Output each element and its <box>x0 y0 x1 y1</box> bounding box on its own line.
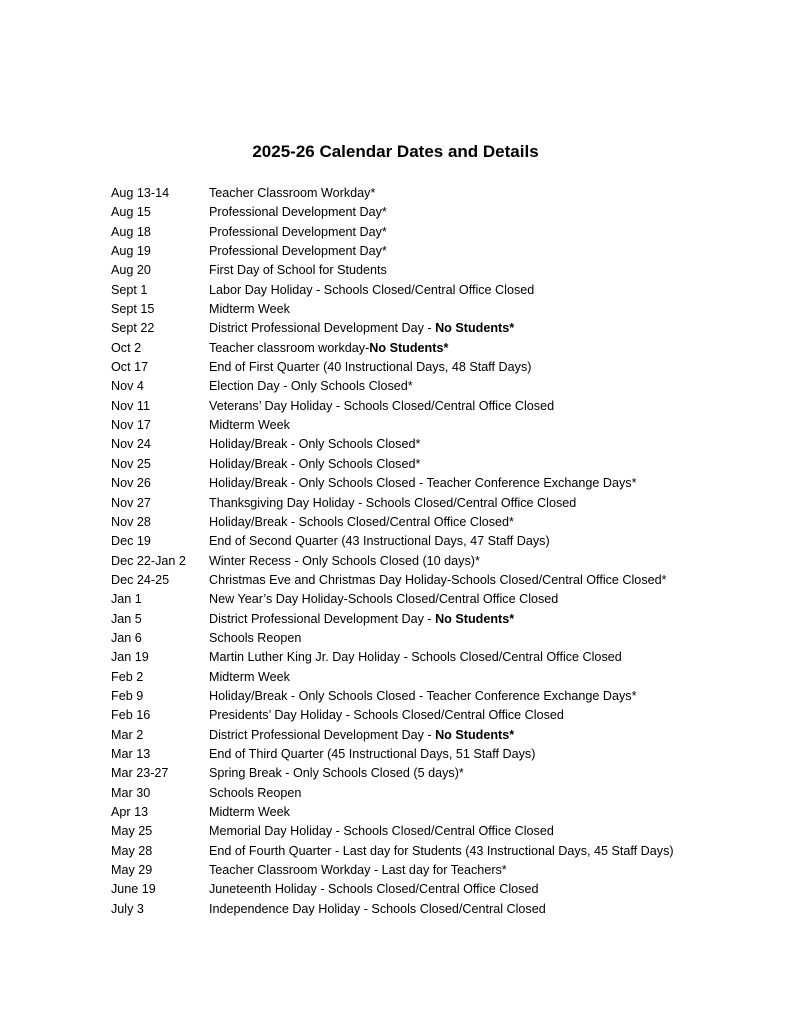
entry-description <box>209 435 420 454</box>
entry-description <box>209 474 636 493</box>
entry-description <box>209 745 535 764</box>
entry-description <box>209 532 550 551</box>
entry-date: Mar 23-27 <box>111 766 169 781</box>
entry-date: Sept 1 <box>111 282 148 297</box>
entry-description <box>209 900 546 919</box>
entry-description-emphasis: No Students* <box>435 727 515 742</box>
entry-date: Nov 28 <box>111 514 151 529</box>
entry-date: Mar 13 <box>111 746 151 761</box>
entry-description-text: Holiday/Break - Only Schools Closed - Teacher Conference Exchange Days* <box>209 688 637 703</box>
entry-description <box>209 629 301 648</box>
entry-date: Dec 19 <box>111 534 151 549</box>
entry-date: Sept 15 <box>111 302 155 317</box>
entry-date: Dec 24-25 <box>111 572 170 587</box>
entry-description-text: Schools Reopen <box>209 785 302 800</box>
entry-description <box>209 300 290 319</box>
entry-description-text: End of First Quarter (40 Instructional Days, 48 Staff Days) <box>209 360 532 375</box>
entry-date: Nov 25 <box>111 456 151 471</box>
entry-description-text: New Year’s Day Holiday-Schools Closed/Central Office Closed <box>209 592 559 607</box>
entry-description <box>209 242 387 261</box>
entry-description-text: Labor Day Holiday - Schools Closed/Central Office Closed <box>209 282 535 297</box>
entry-description-text: Christmas Eve and Christmas Day Holiday-Schools Closed/Central Office Closed* <box>209 572 667 587</box>
entry-date: May 25 <box>111 824 153 839</box>
entry-description <box>209 726 514 745</box>
entry-description-text: Martin Luther King Jr. Day Holiday - Schools Closed/Central Office Closed <box>209 650 622 665</box>
entry-description <box>209 261 387 280</box>
entry-date: Dec 22-Jan 2 <box>111 553 186 568</box>
entry-description-text: District Professional Development Day - <box>209 611 436 626</box>
entry-date: Aug 19 <box>111 244 151 259</box>
entry-date: Feb 2 <box>111 669 144 684</box>
entry-description-text: Midterm Week <box>209 669 290 684</box>
entry-date: Jan 19 <box>111 650 149 665</box>
entry-description <box>209 764 464 783</box>
entry-description <box>209 590 558 609</box>
entry-description <box>209 416 290 435</box>
entry-date: July 3 <box>111 901 144 916</box>
entry-date: Mar 30 <box>111 785 151 800</box>
page-title: 2025-26 Calendar Dates and Details <box>252 142 539 161</box>
entry-description <box>209 880 538 899</box>
entry-description <box>209 494 576 513</box>
entry-description <box>209 552 480 571</box>
entry-description <box>209 822 554 841</box>
entry-description-text: Professional Development Day* <box>209 205 387 220</box>
entry-description-emphasis: No Students* <box>435 321 515 336</box>
entry-description-text: Holiday/Break - Only Schools Closed* <box>209 437 421 452</box>
entry-description-text: Thanksgiving Day Holiday - Schools Closed/Central Office Closed <box>209 495 577 510</box>
entry-description-text: Teacher Classroom Workday* <box>209 186 376 200</box>
entry-date: Apr 13 <box>111 805 149 819</box>
entry-description <box>209 706 564 725</box>
entry-date: Feb 16 <box>111 708 151 723</box>
entry-date: Oct 2 <box>111 340 142 355</box>
entry-description <box>209 184 375 203</box>
entry-description-text: Professional Development Day* <box>209 244 387 259</box>
entry-description-text: Schools Reopen <box>209 630 302 645</box>
entry-description <box>209 319 514 338</box>
entry-date: Feb 9 <box>111 688 144 703</box>
entry-description <box>209 842 674 861</box>
entry-description <box>209 861 507 880</box>
entry-date: Sept 22 <box>111 321 155 336</box>
entry-description <box>209 648 622 667</box>
entry-date: Oct 17 <box>111 360 149 375</box>
entry-description-text: Holiday/Break - Only Schools Closed - Teacher Conference Exchange Days* <box>209 476 637 491</box>
entry-description-text: Veterans’ Day Holiday - Schools Closed/Central Office Closed <box>209 398 555 413</box>
entry-description-text: Presidents’ Day Holiday - Schools Closed/Central Office Closed <box>209 708 564 723</box>
entry-description <box>209 571 667 590</box>
entry-description-text: Election Day - Only Schools Closed* <box>209 379 413 394</box>
entry-description-text: End of Second Quarter (43 Instructional Days, 47 Staff Days) <box>209 534 550 549</box>
entry-description-emphasis: No Students* <box>369 340 449 355</box>
entry-description <box>209 223 387 242</box>
entry-description-text: Memorial Day Holiday - Schools Closed/Central Office Closed <box>209 824 554 839</box>
entry-description <box>209 339 448 358</box>
entry-date: Nov 26 <box>111 476 151 491</box>
entry-description-text: Winter Recess - Only Schools Closed (10 days)* <box>209 553 480 568</box>
entry-description-text: Juneteenth Holiday - Schools Closed/Central Office Closed <box>209 882 539 897</box>
entry-description <box>209 397 554 416</box>
entry-description-text: Midterm Week <box>209 418 290 433</box>
entry-date: Nov 4 <box>111 379 144 394</box>
entry-date: Jan 5 <box>111 611 142 626</box>
entry-description <box>209 784 301 803</box>
entry-date: Nov 24 <box>111 437 151 452</box>
entry-date: Aug 20 <box>111 263 151 278</box>
entry-description-text: Teacher Classroom Workday - Last day for Teachers* <box>209 863 507 878</box>
entry-description-text: End of Third Quarter (45 Instructional Days, 51 Staff Days) <box>209 746 536 761</box>
entry-description <box>209 610 514 629</box>
entry-description-text: Professional Development Day* <box>209 224 387 239</box>
entry-description <box>209 455 420 474</box>
entry-description <box>209 687 636 706</box>
entry-description-text: Holiday/Break - Schools Closed/Central Office Closed* <box>209 514 514 529</box>
entry-description-text: Teacher classroom workday- <box>209 340 370 355</box>
entry-description-text: First Day of School for Students <box>209 263 387 278</box>
entry-date: Nov 27 <box>111 495 151 510</box>
entry-date: Mar 2 <box>111 727 144 742</box>
entry-description-text: Independence Day Holiday - Schools Closed/Central Closed <box>209 901 546 916</box>
entry-date: May 28 <box>111 843 153 858</box>
entry-description-text: Midterm Week <box>209 302 290 317</box>
entry-description-text: Holiday/Break - Only Schools Closed* <box>209 456 421 471</box>
entry-date: Aug 15 <box>111 205 151 220</box>
entry-description <box>209 513 514 532</box>
entry-description-text: District Professional Development Day - <box>209 321 436 336</box>
entry-description-text: Midterm Week <box>209 805 290 819</box>
entry-date: May 29 <box>111 863 153 878</box>
entry-description-text: End of Fourth Quarter - Last day for Students (43 Instructional Days, 45 Staff Days) <box>209 843 674 858</box>
entry-description <box>209 281 534 300</box>
entry-description <box>209 203 387 222</box>
entry-date: Aug 18 <box>111 224 151 239</box>
entry-description-text: Spring Break - Only Schools Closed (5 days)* <box>209 766 464 781</box>
entry-date: Nov 11 <box>111 398 150 413</box>
entry-description <box>209 803 290 822</box>
entry-description <box>209 358 531 377</box>
entry-date: Jan 1 <box>111 592 142 607</box>
entry-date: Jan 6 <box>111 630 142 645</box>
entry-date: June 19 <box>111 882 156 897</box>
entry-description-text: District Professional Development Day - <box>209 727 436 742</box>
entry-description-emphasis: No Students* <box>435 611 515 626</box>
entry-date: Aug 13-14 <box>111 186 170 200</box>
entry-description <box>209 668 290 687</box>
entry-description <box>209 377 413 396</box>
entry-date: Nov 17 <box>111 418 151 433</box>
